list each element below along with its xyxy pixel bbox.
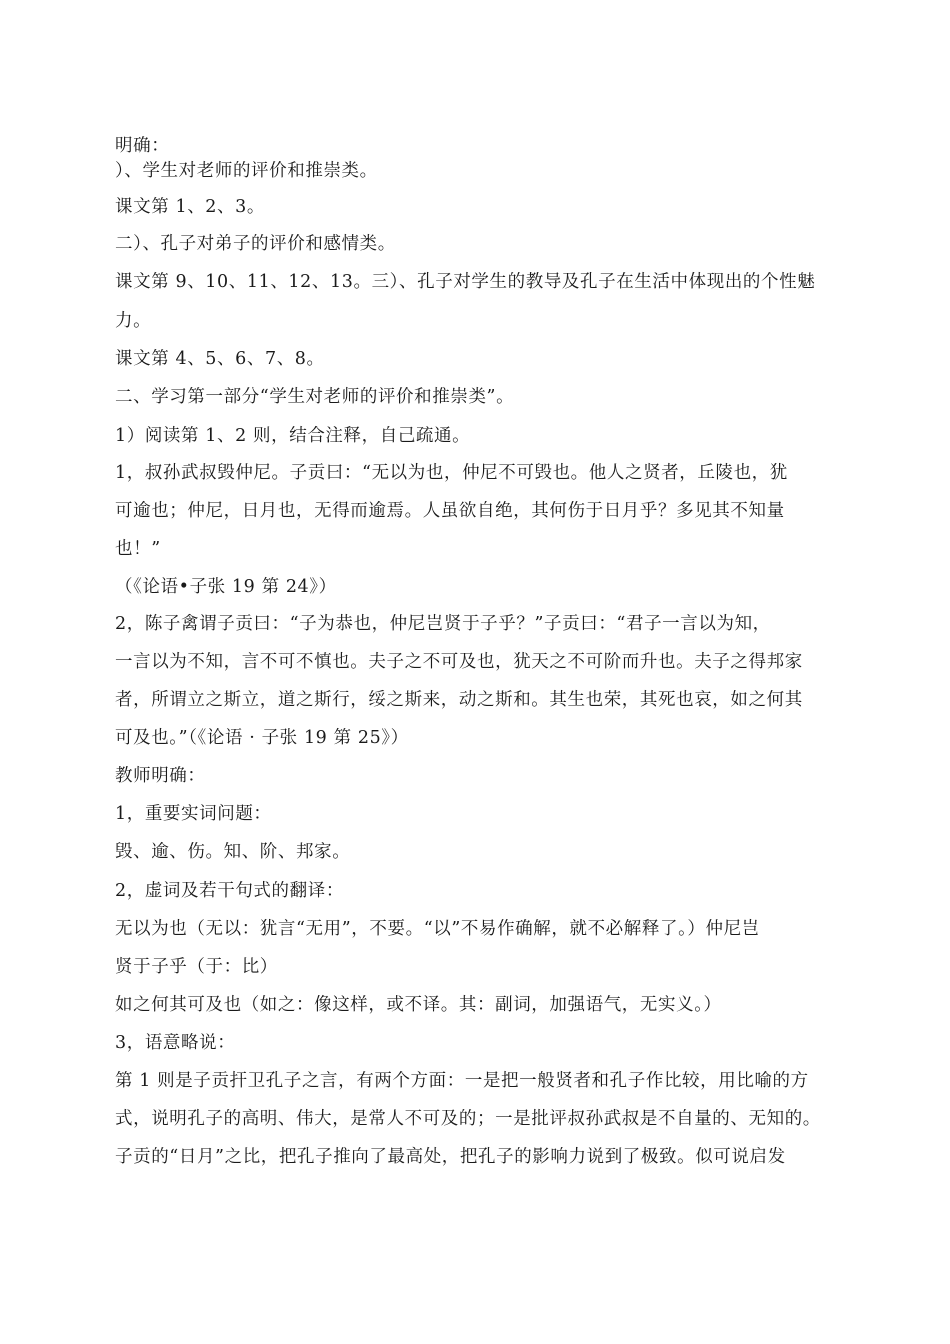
text-line: 式，说明孔子的高明、伟大，是常人不可及的；一是批评叔孙武叔是不自量的、无知的。 <box>115 1109 821 1129</box>
text-line: 1，重要实词问题： <box>115 804 272 824</box>
text-line: 如之何其可及也（如之：像这样，或不译。其：副词，加强语气，无实义。） <box>115 995 722 1015</box>
text-line: 1，叔孙武叔毁仲尼。子贡曰：“无以为也，仲尼不可毁也。他人之贤者，丘陵也，犹 <box>115 463 788 483</box>
text-line: 3，语意略说： <box>115 1033 236 1053</box>
text-line: 贤于子乎（于：比） <box>115 957 278 977</box>
text-line: 教师明确： <box>115 766 206 786</box>
text-line: ）、学生对老师的评价和推崇类。 <box>115 161 378 181</box>
text-line: 力。 <box>115 311 152 331</box>
text-line: 课文第 1、2、3。 <box>115 197 265 217</box>
text-line: 2，虚词及若干句式的翻译： <box>115 881 344 901</box>
text-line: 课文第 4、5、6、7、8。 <box>115 349 325 369</box>
text-line: 明确： <box>115 136 170 156</box>
text-line: 可及也。”（《论语 · 子张 19 第 25》） <box>115 728 409 748</box>
text-line: 毁、逾、伤。知、阶、邦家。 <box>115 842 351 862</box>
text-line: 2，陈子禽谓子贡曰：“子为恭也，仲尼岂贤于子乎？”子贡曰：“君子一言以为知， <box>115 614 771 634</box>
text-line: 一言以为不知，言不可不慎也。夫子之不可及也，犹天之不可阶而升也。夫子之得邦家 <box>115 652 803 672</box>
text-line: 课文第 9、10、11、12、13。三）、孔子对学生的教导及孔子在生活中体现出的个性魅 <box>115 272 816 292</box>
text-line: 二、学习第一部分“学生对老师的评价和推崇类”。 <box>115 387 515 407</box>
text-line: 可逾也；仲尼，日月也，无得而逾焉。人虽欲自绝，其何伤于日月乎？多见其不知量 <box>115 501 785 521</box>
text-line: 无以为也（无以：犹言“无用”，不要。“以”不易作确解，就不必解释了。）仲尼岂 <box>115 919 760 939</box>
text-line: 第 1 则是子贡扞卫孔子之言，有两个方面：一是把一般贤者和孔子作比较，用比喻的方 <box>115 1071 809 1091</box>
text-line: 子贡的“日月”之比，把孔子推向了最高处，把孔子的影响力说到了极致。似可说启发 <box>115 1147 786 1167</box>
text-line: 1）阅读第 1、2 则，结合注释，自己疏通。 <box>115 426 471 446</box>
text-line: （《论语•子张 19 第 24》） <box>115 577 337 597</box>
text-line: 者，所谓立之斯立，道之斯行，绥之斯来，动之斯和。其生也荣，其死也哀，如之何其 <box>115 690 803 710</box>
text-line: 二）、孔子对弟子的评价和感情类。 <box>115 234 396 254</box>
text-line: 也！” <box>115 539 161 559</box>
